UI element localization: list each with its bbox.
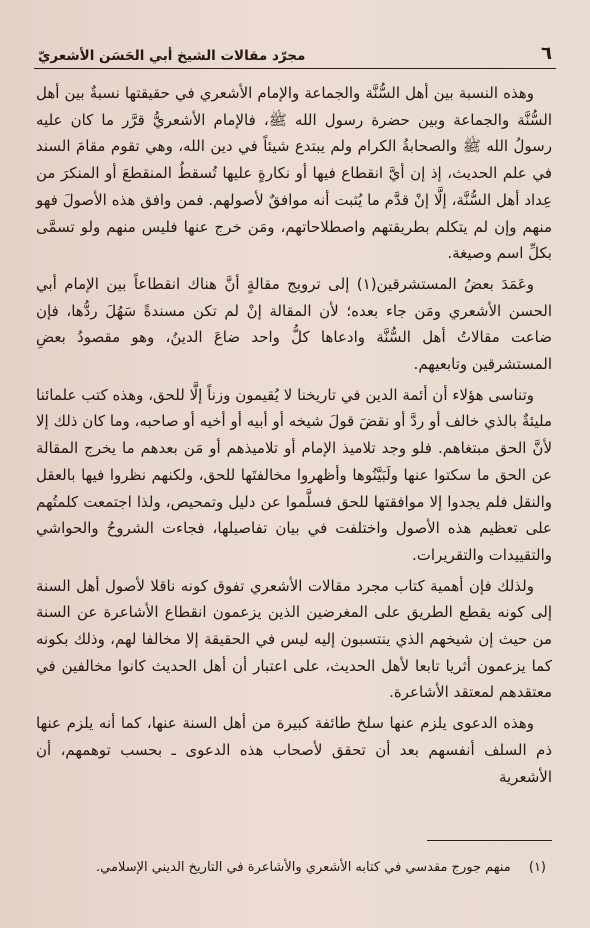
page-header [38,38,552,64]
footnote-rule [427,840,552,841]
running-title: مجرّد مقالات الشيخ أبي الحَسَن الأشعريّ [38,48,306,64]
header-rule [34,68,556,69]
footnote [38,858,546,878]
page-number: ٦ [541,43,552,64]
body-text [36,80,552,794]
paragraph: وهذه النسبة بين أهل السُّنَّة والجماعة والإمام الأشعري في حقيقتها نسبةٌ بين أهل السُّنَّة والجماعة وبين حضرة رسول الله ﷺ، فالإمام الأشعريُّ قرَّر ما كان عليه رسولُ الله ﷺ والصحابةُ الكرام ولم يبتدع شيئاً في دين الله، وهي تقوم مقامَ السند في علم الحديث، إذ إن أيَّ انقطاع فيها أو نكارةٍ عليها تُسقطُ المنقطعَ أو المنكرَ من عِداد أهل السُّنَّة، إلَّا إنْ قدَّم ما يُثبت أنه موافقٌ لأصولهم. فمن وافق هذه الأصولَ فهو منهم وإن لم يتكلم بطريقتهم واصطلاحاتهم، ومَن خرج عنها فليس منهم ولو تسمَّى بكلِّ اسم وصيغة. [36,84,552,263]
footnote-text: منهم جورج مقدسي في كتابه الأشعري والأشاعرة في التاريخ الديني الإسلامي. [96,860,511,875]
paragraph: وعَمَدَ بعضُ المستشرقين(١) إلى ترويج مقالةٍ أنَّ هناك انقطاعاً بين الإمام أبي الحسن الأشعري ومَن جاء بعده؛ لأن المقالة إنْ لم تكن مسندةً سَهُلَ ردُّها، فإن ضاعت مقالاتُ أهل السُّنَّة وادعاها كلُّ واحد ضاعَ الدينُ، وهو مقصودُ بعضِ المستشرقين وتابعيهم. [36,274,552,374]
paragraph: وتناسى هؤلاء أن أئمة الدين في تاريخنا لا يُقيمون وزناً إلَّا للحق، وهذه كتب علمائنا مليئةٌ بالذي خالف أو ردَّ أو نقضَ قولَ شيخه أو أبيه أو أخيه أو صاحبه، وما كان ذلك إلا لأنَّ الحق مبتغاهم. فلو وجد تلاميذ الإمام أو تلاميذهم أو مَن بعدهم ما يخرج المقالة عن الحق ما سكتوا عنها ولَبَيَّنُوها وأظهروا مخالفتَها للحق، ولكنهم نظروا فيها بالعقل والنقل فلم يجدوا إلا موافقتها للحق فسلَّموا عن دليل وتمحيص، ولذا اجتمعت كلمتُهم على تعظيم هذه الأصول واختلفت في بيان تفاصيلها، فجاءت الشروحُ والحواشي والتقييدات والتقريرات. [36,385,552,564]
paragraph: وهذه الدعوى يلزم عنها سلخ طائفة كبيرة من أهل السنة عنها، كما أنه يلزم عنها ذم السلف أنفسهم بعد أن تحقق لأصحاب هذه الدعوى ـ بحسب توهمهم، أن الأشعرية [36,714,552,786]
paragraph: ولذلك فإن أهمية كتاب مجرد مقالات الأشعري تفوق كونه ناقلا لأصول أهل السنة إلى كونه يقطع الطريق على المغرضين الذين يزعمون انقطاع الأشاعرة عن السنة من حيث إن شيخهم الذي ينتسبون إليه ليس في الحقيقة إلا مخالفا لهم، وذلك بكونه كما يزعمون أثريا تابعا لأهل الحديث، على اعتبار أن أهل الحديث كانوا مخالفين في معتقدهم لمعتقد الأشاعرة. [36,576,552,702]
footnote-marker: (١) [528,860,546,875]
